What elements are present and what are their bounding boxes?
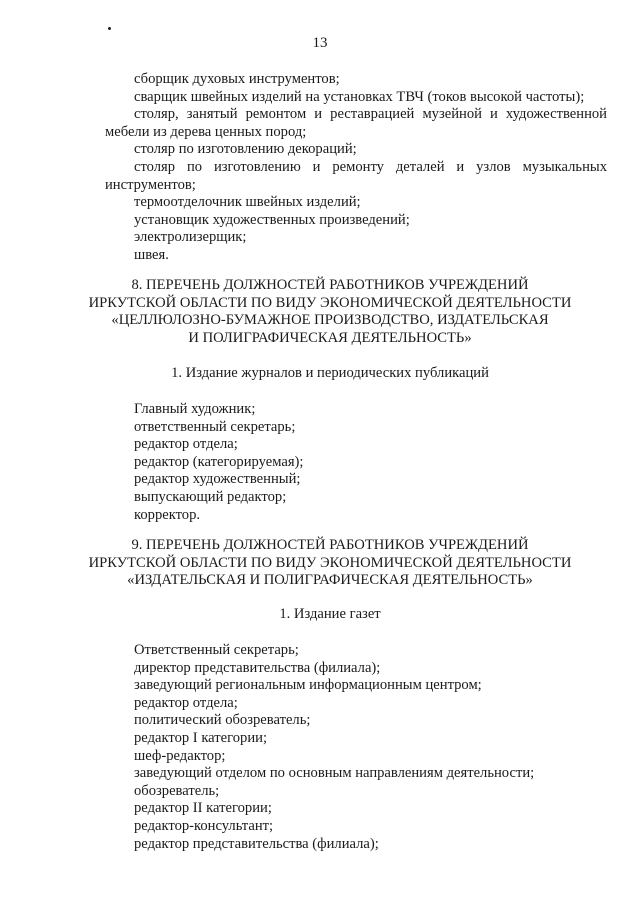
list-item: ответственный секретарь;	[134, 418, 296, 435]
list-item: редактор-консультант;	[134, 817, 274, 834]
list-item: столяр, занятый ремонтом и реставрацией музейной и художественной	[134, 106, 607, 123]
list-item: редактор художественный;	[134, 471, 301, 488]
heading-line: 8. ПЕРЕЧЕНЬ ДОЛЖНОСТЕЙ РАБОТНИКОВ УЧРЕЖДЕНИЙ	[131, 277, 529, 293]
list-item: обозреватель;	[134, 782, 220, 799]
list-item: термоотделочник швейных изделий;	[134, 194, 361, 211]
list-item-continuation: инструментов;	[105, 176, 196, 193]
list-item: выпускающий редактор;	[134, 488, 287, 505]
list-item: директор представительства (филиала);	[134, 659, 381, 676]
heading-line: 9. ПЕРЕЧЕНЬ ДОЛЖНОСТЕЙ РАБОТНИКОВ УЧРЕЖДЕНИЙ	[131, 537, 529, 553]
heading-line: ИРКУТСКОЙ ОБЛАСТИ ПО ВИДУ ЭКОНОМИЧЕСКОЙ ДЕЯТЕЛЬНОСТИ	[88, 294, 572, 311]
list-item: редактор (категорируемая);	[134, 453, 304, 470]
list-item: Ответственный секретарь;	[134, 642, 299, 658]
list-item: корректор.	[134, 506, 201, 523]
section-9-list	[105, 642, 607, 853]
section-9-heading	[35, 537, 625, 590]
list-item: швея.	[134, 246, 169, 263]
list-item: сварщик швейных изделий на установках ТВЧ (токов высокой частоты);	[134, 88, 585, 105]
list-item: редактор отдела;	[134, 436, 238, 453]
section-8-subheading: 1. Издание журналов и периодических публикаций	[171, 365, 489, 381]
list-item: редактор отдела;	[134, 694, 238, 711]
list-item: Главный художник;	[134, 401, 256, 417]
list-item: политический обозреватель;	[134, 712, 311, 729]
list-item: заведующий региональным информационным центром;	[134, 677, 482, 694]
heading-line: И ПОЛИГРАФИЧЕСКАЯ ДЕЯТЕЛЬНОСТЬ»	[188, 329, 472, 346]
section-8-heading	[35, 277, 625, 347]
heading-line: «ИЗДАТЕЛЬСКАЯ И ПОЛИГРАФИЧЕСКАЯ ДЕЯТЕЛЬНОСТЬ»	[127, 572, 533, 589]
list-item: сборщик духовых инструментов;	[134, 71, 340, 87]
section-9-subheading: 1. Издание газет	[279, 606, 381, 622]
heading-line: «ЦЕЛЛЮЛОЗНО-БУМАЖНОЕ ПРОИЗВОДСТВО, ИЗДАТЕЛЬСКАЯ	[111, 312, 549, 329]
list-item: электролизерщик;	[134, 229, 247, 246]
list-item: редактор II категории;	[134, 800, 272, 817]
list-item: заведующий отделом по основным направлениям деятельности;	[134, 765, 535, 782]
list-item: шеф-редактор;	[134, 747, 226, 764]
section-8-list	[105, 401, 607, 524]
scan-artifact-dot	[108, 27, 111, 30]
list-item: установщик художественных произведений;	[134, 211, 410, 228]
list-item: столяр по изготовлению декораций;	[134, 141, 357, 158]
list-item: редактор I категории;	[134, 729, 268, 746]
heading-line: ИРКУТСКОЙ ОБЛАСТИ ПО ВИДУ ЭКОНОМИЧЕСКОЙ ДЕЯТЕЛЬНОСТИ	[88, 554, 572, 571]
page-number: 13	[312, 35, 328, 51]
list-item-continuation: мебели из дерева ценных пород;	[105, 123, 307, 140]
list-item: столяр по изготовлению и ремонту деталей и узлов музыкальных	[134, 158, 607, 175]
list-item: редактор представительства (филиала);	[134, 835, 379, 852]
top-list	[105, 71, 607, 265]
